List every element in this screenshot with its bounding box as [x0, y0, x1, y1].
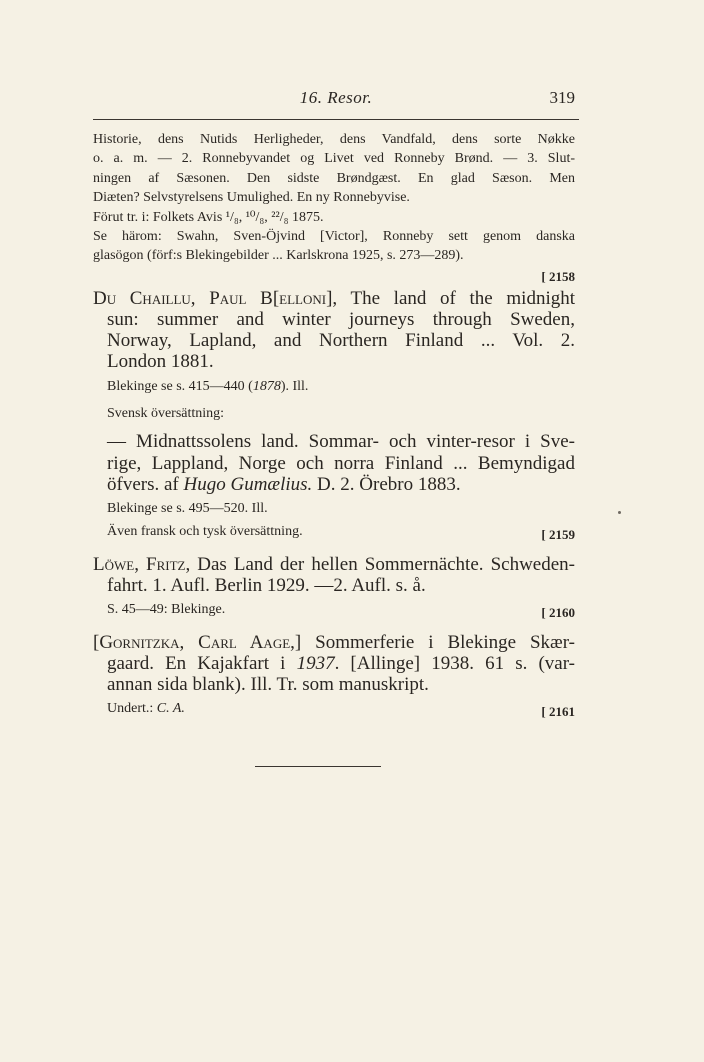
- note-initials: C. A.: [156, 701, 185, 717]
- entry-number: [ 2158: [541, 268, 575, 284]
- author-name: [Gornitzka, Carl Aage,]: [93, 631, 302, 653]
- text-line: — Midnattssolens land. Sommar- och vinter-resor i Sve-: [107, 431, 575, 453]
- text-line: Historie, dens Nutids Herligheder, dens Vandfald, dens sorte Nøkke: [93, 132, 575, 147]
- text-line: rige, Lappland, Norge och norra Finland ... Bemyndigad: [107, 452, 575, 474]
- text-part: gaard. En Kajakfart i: [107, 652, 297, 674]
- note-line: [93, 377, 575, 396]
- entry-heading: [93, 554, 575, 575]
- note-line: glasögon (förf:s Blekingebilder ... Karlskrona 1925, s. 273—289).: [93, 248, 464, 264]
- note-text: ). Ill.: [280, 378, 309, 394]
- text-part: . [Allinge] 1938. 61 s. (var-: [334, 652, 576, 674]
- text-line: Diæten? Selvstyrelsens Umulighed. En ny Ronnebyvise.: [93, 190, 410, 206]
- translator-name: Hugo Gumælius.: [183, 473, 313, 495]
- running-head: [93, 88, 579, 114]
- author-name: Löwe, Fritz,: [93, 553, 191, 575]
- end-rule: [255, 766, 381, 767]
- page-body: [93, 130, 575, 719]
- title-text: Sommerferie i Blekinge Skær-: [301, 631, 576, 653]
- note-line: Förut tr. i: Folkets Avis ¹/₈, ¹⁰/₈, ²²/₈ 1875.: [93, 209, 324, 225]
- note-line: Svensk översättning:: [107, 406, 225, 422]
- entry-number: [ 2160: [541, 605, 575, 621]
- text-line: sun: summer and winter journeys through Sweden,: [107, 309, 575, 331]
- ref-row: [93, 266, 575, 288]
- text-line: fahrt. 1. Aufl. Berlin 1929. —2. Aufl. s. å.: [107, 575, 426, 597]
- note-line: [93, 699, 575, 718]
- text-line: annan sida blank). Ill. Tr. som manuskript.: [107, 674, 429, 696]
- note-line: Blekinge se s. 495—520. Ill.: [107, 501, 268, 517]
- entry-number: [ 2159: [541, 527, 575, 543]
- title-text: The land of the midnight: [337, 287, 576, 309]
- text-line: ningen af Sæsonen. Den sidste Brøndgæst. En glad Sæson. Men: [93, 170, 575, 186]
- text-part: öfvers. af: [107, 473, 184, 495]
- note-text: Blekinge se s. 415—440 (: [107, 378, 253, 394]
- text-part: D. 2. Örebro 1883.: [312, 473, 461, 495]
- note-line: Se härom: Swahn, Sven-Öjvind [Victor], Ronneby sett genom danska: [93, 229, 575, 245]
- note-year: 1878: [252, 378, 281, 394]
- note-text: S. 45—49: Blekinge.: [107, 602, 226, 618]
- text-line: Norway, Lapland, and Northern Finland ... Vol. 2.: [107, 330, 575, 352]
- running-title: 16. Resor.: [299, 88, 373, 107]
- text-year: 1937: [296, 652, 335, 674]
- entry-du-chaillu: [93, 288, 575, 542]
- note-line: [93, 600, 575, 619]
- note-line: [93, 522, 575, 541]
- entry-continuation: [93, 130, 575, 288]
- text-line: London 1881.: [107, 351, 214, 373]
- page-number: 319: [549, 88, 575, 107]
- entry-gornitzka: [93, 632, 575, 719]
- entry-lowe: [93, 554, 575, 620]
- note-text: Även fransk och tysk översättning.: [107, 524, 303, 540]
- text-line: [93, 474, 575, 495]
- title-text: Das Land der hellen Sommernächte. Schweden-: [190, 553, 575, 575]
- header-rule: [93, 119, 579, 120]
- text-line: [93, 653, 575, 674]
- entry-number: [ 2161: [541, 704, 575, 720]
- entry-heading: [93, 632, 575, 653]
- text-line: o. a. m. — 2. Ronnebyvandet og Livet ved Ronneby Brønd. — 3. Slut-: [93, 151, 575, 167]
- margin-speck: [618, 511, 621, 514]
- note-text: Undert.:: [107, 701, 157, 717]
- entry-heading: [93, 288, 575, 309]
- author-name: Du Chaillu, Paul B[elloni],: [93, 287, 338, 309]
